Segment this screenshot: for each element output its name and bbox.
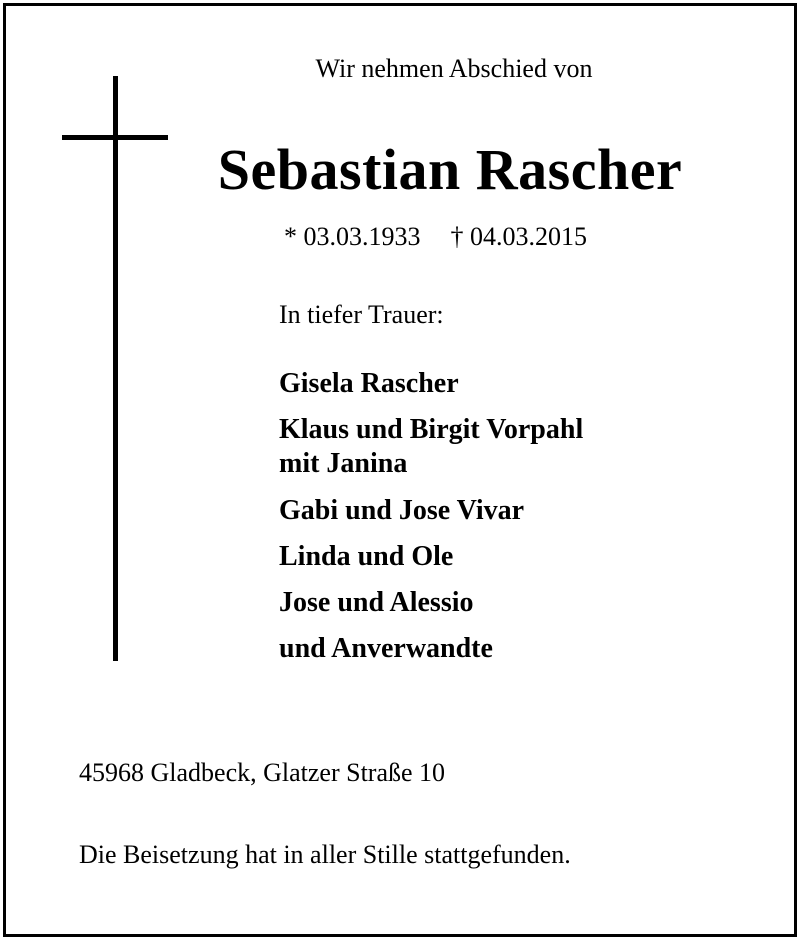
mourner-line: mit Janina	[279, 448, 408, 479]
deceased-name: Sebastian Rascher	[217, 137, 683, 202]
mourner-line: und Anverwandte	[279, 633, 493, 664]
birth-date: * 03.03.1933	[284, 222, 421, 251]
life-dates	[284, 222, 587, 252]
mourner-line: Gisela Rascher	[279, 368, 459, 399]
death-date: † 04.03.2015	[450, 222, 587, 251]
intro-text: Wir nehmen Abschied von	[315, 54, 593, 83]
mourner-line: Linda und Ole	[279, 541, 454, 572]
mourner-line: Gabi und Jose Vivar	[279, 495, 525, 526]
mourner-line: Klaus und Birgit Vorpahl	[279, 414, 584, 445]
obituary-notice	[3, 3, 797, 937]
mourning-heading: In tiefer Trauer:	[279, 300, 444, 329]
funeral-note: Die Beisetzung hat in aller Stille stattgefunden.	[79, 840, 571, 869]
mourner-line: Jose und Alessio	[279, 587, 474, 618]
address: 45968 Gladbeck, Glatzer Straße 10	[79, 758, 446, 787]
